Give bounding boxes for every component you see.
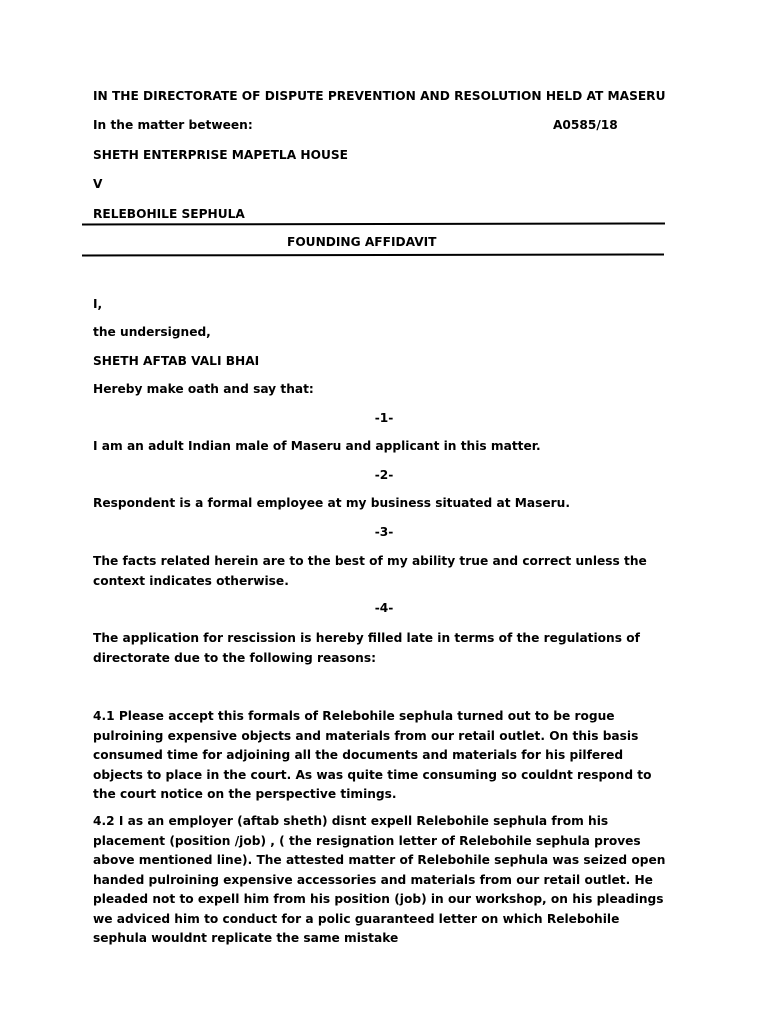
top-rule	[82, 222, 665, 225]
applicant-name: SHETH ENTERPRISE MAPETLA HOUSE	[93, 148, 348, 162]
section-text: The facts related herein are to the best of my ability true and correct unless the context indicates otherwise.	[93, 554, 647, 588]
case-number: A0585/18	[553, 118, 618, 132]
respondent-name: RELEBOHILE SEPHULA	[93, 207, 245, 221]
paragraph-4-1: 4.1 Please accept this formals of Relebohile sephula turned out to be rogue pulroining expensive objects and materials from our retail outlet. On this basis consumed time for adjoining all the documents and materials for his pilfered objects to place in the court. As was quite time consuming so couldnt respond to the court notice on the perspective timings.	[93, 709, 652, 801]
paragraph-4-2: 4.2 I as an employer (aftab sheth) disnt expell Relebohile sephula from his placement (position /job) , ( the resignation letter of Relebohile sephula proves above mentioned line). The attested matter of Relebohile sephula was seized open handed pulroining expensive accessories and materials from our retail outlet. He pleaded not to expell him from his position (job) in our workshop, on his pleadings we adviced him to conduct for a polic guaranteed letter on which Relebohile sephula wouldnt replicate the same mistake	[93, 814, 666, 945]
versus-label: V	[93, 177, 103, 191]
document-title: FOUNDING AFFIDAVIT	[287, 235, 437, 249]
section-number: -2-	[374, 468, 394, 482]
oath-statement: Hereby make oath and say that:	[93, 382, 314, 396]
section-number: -3-	[374, 525, 394, 539]
section-text: I am an adult Indian male of Maseru and applicant in this matter.	[93, 439, 541, 453]
intro-undersigned: the undersigned,	[93, 325, 211, 339]
court-heading: IN THE DIRECTORATE OF DISPUTE PREVENTION AND RESOLUTION HELD AT MASERU	[93, 89, 666, 103]
deponent-name: SHETH AFTAB VALI BHAI	[93, 354, 260, 368]
section-number: -4-	[374, 601, 394, 615]
section-text: Respondent is a formal employee at my business situated at Maseru.	[93, 496, 570, 510]
matter-between-label: In the matter between:	[93, 118, 253, 132]
intro-i: I,	[93, 297, 103, 311]
section-text: The application for rescission is hereby filled late in terms of the regulations of directorate due to the following reasons:	[93, 631, 640, 665]
section-number: -1-	[374, 411, 394, 425]
bottom-rule	[82, 253, 664, 256]
